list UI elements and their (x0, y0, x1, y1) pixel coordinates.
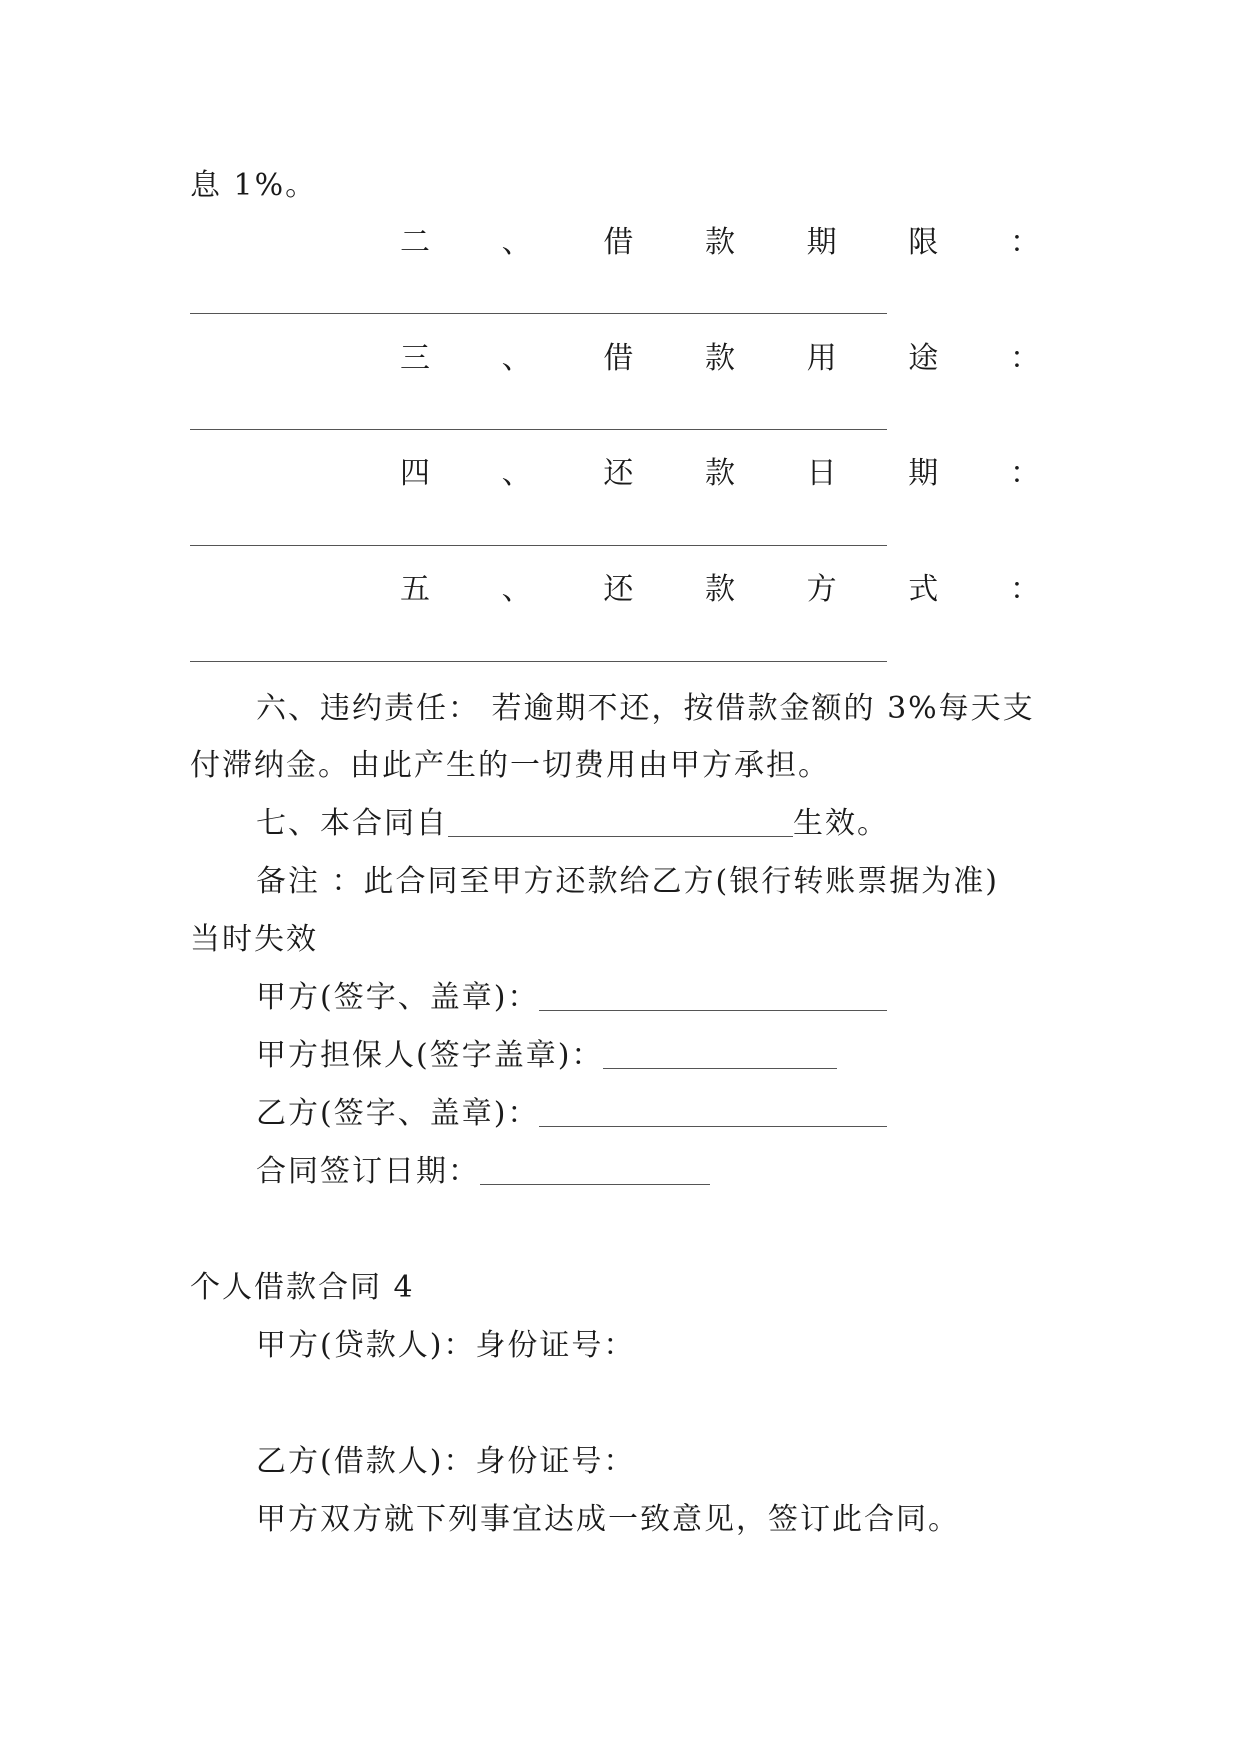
item-char: 用 (806, 341, 837, 376)
breach-clause-line1: 六、违约责任： 若逾期不还，按借款金额的 3%每天支 (256, 691, 1035, 726)
item-char: 日 (806, 456, 837, 491)
item-char: ： (1009, 572, 1040, 607)
note-line1: 备注 ：此合同至甲方还款给乙方(银行转账票据为准) (256, 864, 999, 899)
guarantor-signature (256, 1036, 837, 1076)
item-char: 款 (704, 456, 735, 491)
item-char: ： (1009, 456, 1040, 491)
item-repayment-method (400, 570, 1040, 610)
item-loan-term (400, 223, 1040, 263)
guarantor-label: 甲方担保人(签字盖章)： (256, 1038, 604, 1073)
item-char: 、 (501, 572, 532, 607)
party-b-signature-blank[interactable] (539, 1094, 887, 1127)
party-a-signature (256, 978, 887, 1018)
item-char: 方 (806, 572, 837, 607)
contract-4-title: 个人借款合同 4 (190, 1270, 415, 1305)
loan-purpose-fill-line (190, 429, 887, 430)
repayment-method-fill-line (190, 661, 887, 662)
guarantor-signature-blank[interactable] (603, 1036, 837, 1069)
party-b-label: 乙方(签字、盖章)： (256, 1096, 540, 1131)
effective-date-blank[interactable] (448, 804, 793, 837)
interest-line-end: 息 1%。 (190, 168, 318, 203)
loan-term-fill-line (190, 313, 887, 314)
item-char: 期 (908, 456, 939, 491)
item-char: 借 (603, 225, 634, 260)
item-loan-purpose (400, 339, 1040, 379)
breach-clause-line2: 付滞纳金。由此产生的一切费用由甲方承担。 (190, 748, 830, 783)
signing-date-label: 合同签订日期： (256, 1154, 480, 1189)
effective-suffix: 生效。 (793, 806, 889, 841)
item-char: 款 (704, 225, 735, 260)
item-char: 、 (501, 456, 532, 491)
note-line2: 当时失效 (190, 922, 318, 957)
agreement-statement: 甲方双方就下列事宜达成一致意见，签订此合同。 (256, 1502, 960, 1537)
borrower-id-line: 乙方(借款人)：身份证号： (256, 1444, 636, 1479)
item-char: 借 (603, 341, 634, 376)
party-a-signature-blank[interactable] (539, 978, 887, 1011)
item-char: 款 (704, 341, 735, 376)
effective-clause (256, 804, 889, 844)
item-char: 五 (400, 572, 430, 607)
item-char: 款 (704, 572, 735, 607)
item-char: 期 (806, 225, 837, 260)
lender-id-line: 甲方(贷款人)：身份证号： (256, 1328, 636, 1363)
party-b-signature (256, 1094, 887, 1134)
item-char: 四 (400, 456, 430, 491)
item-char: ： (1009, 225, 1040, 260)
item-char: 限 (908, 225, 939, 260)
item-char: 还 (603, 572, 634, 607)
signing-date-blank[interactable] (480, 1152, 710, 1185)
item-repayment-date (400, 454, 1040, 494)
item-char: 还 (603, 456, 634, 491)
repayment-date-fill-line (190, 545, 887, 546)
effective-prefix: 七、本合同自 (256, 806, 448, 841)
item-char: 二 (400, 225, 430, 260)
party-a-label: 甲方(签字、盖章)： (256, 980, 540, 1015)
item-char: ： (1009, 341, 1040, 376)
item-char: 、 (501, 341, 532, 376)
item-char: 三 (400, 341, 430, 376)
item-char: 、 (501, 225, 532, 260)
item-char: 途 (908, 341, 939, 376)
item-char: 式 (908, 572, 939, 607)
signing-date (256, 1152, 710, 1192)
